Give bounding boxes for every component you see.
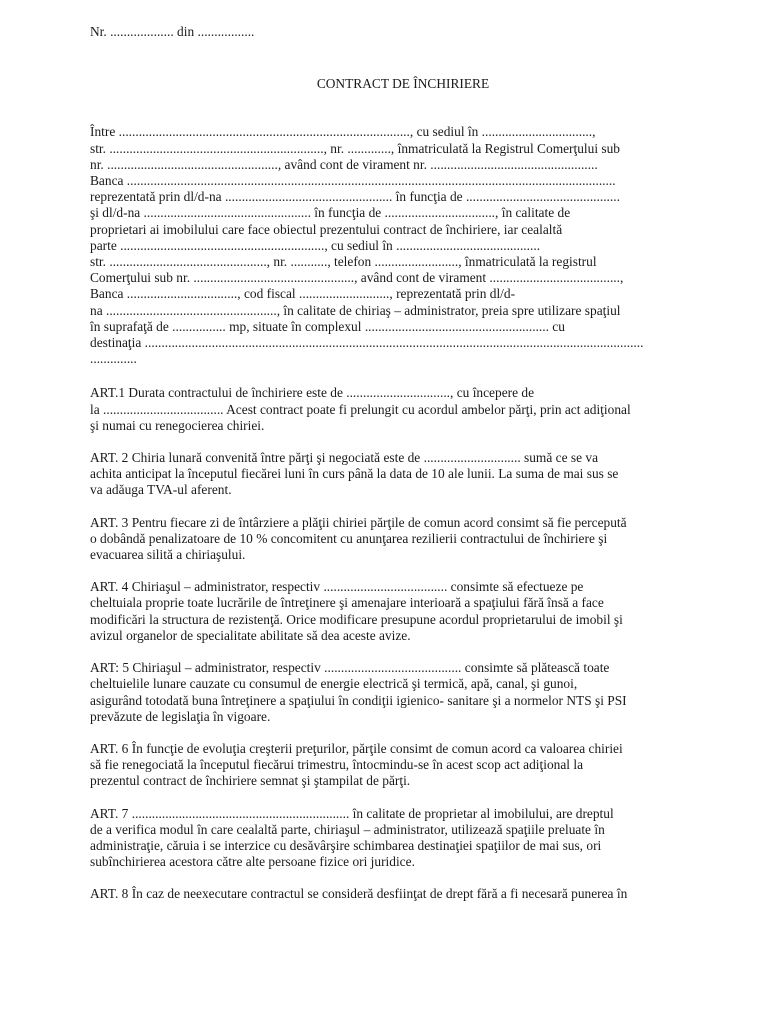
article-line: va adăuga TVA-ul aferent. — [90, 482, 232, 498]
parties-line: reprezentată prin dl/d-na .................................................. în funcţia de .............................................. — [90, 189, 620, 205]
article-line: ART. 7 ................................................................. în calitate de proprietar al imobilului, are dreptul — [90, 805, 614, 821]
parties-line: Banca ................................., cod fiscal ..........................., reprezentată prin dl/d- — [90, 286, 516, 302]
articles-section — [90, 385, 716, 902]
article-line: ART. 2 Chiria lunară convenită între părţi şi negociată este de ............................. sumă ce se va — [90, 450, 599, 466]
parties-paragraph — [90, 124, 716, 367]
article-line: la .................................... Acest contract poate fi prelungit cu acordul ambelor părţi, prin act adiţional — [90, 401, 631, 417]
article-line: modificări la structura de rezistenţă. Orice modificare presupune acordul proprietarului de imobil şi — [90, 611, 623, 627]
parties-line: Banca .................................................................................................................................................. — [90, 173, 616, 189]
article-2 — [90, 450, 716, 499]
article-line: ART. 6 În funcţie de evoluţia creşterii preţurilor, părţile consimt de comun acord ca valoarea chiriei — [90, 740, 623, 756]
parties-line: în suprafaţă de ................ mp, situate în complexul ....................................................... cu — [90, 318, 565, 334]
article-line: prevăzute de legislaţia în vigoare. — [90, 708, 271, 724]
article-line: ART. 4 Chiriaşul – administrator, respectiv ..................................... consimte să efectueze pe — [90, 579, 584, 595]
article-line: administraţie, căruia i se interzice cu desăvârşire schimbarea destinaţiei spaţiilor de mai sus, ori — [90, 837, 602, 853]
parties-line: proprietari ai imobilului care face obiectul prezentului contract de închiriere, iar cealaltă — [90, 221, 563, 237]
article-line: şi numai cu renegocierea chiriei. — [90, 417, 265, 433]
article-line: să fie renegociată la începutul fiecărui trimestru, întocmindu-se în acest scop act adiţional la — [90, 757, 584, 773]
article-4 — [90, 579, 716, 644]
article-line: o dobândă penalizatoare de 10 % concomitent cu anunţarea rezilierii contractului de închiriere şi — [90, 530, 608, 546]
parties-line: str. ................................................................, nr. ............., înmatriculată la Registrul Comerţului sub — [90, 140, 621, 156]
article-6 — [90, 741, 716, 790]
article-line: evacuarea silită a chiriaşului. — [90, 547, 246, 563]
parties-line: na ..................................................., în calitate de chiriaş – administrator, preia spre utilizare spaţiul — [90, 302, 621, 318]
article-line: prezentul contract de închiriere semnat şi ştampilat de părţi. — [90, 773, 411, 789]
article-7 — [90, 806, 716, 871]
contract-title: CONTRACT DE ÎNCHIRIERE — [316, 76, 490, 92]
document-number-line: Nr. ................... din ................. — [90, 24, 255, 39]
article-line: asigurând totodată buna întreţinere a spaţiului în condiţii igienico- sanitare şi a normelor NTS şi PSI — [90, 692, 627, 708]
article-line: subînchirierea acestora către alte persoane fizice ori juridice. — [90, 854, 415, 870]
parties-line: destinaţia ..................................................................................................................................................... — [90, 335, 644, 351]
parties-line: parte ............................................................., cu sediul în ........................................... — [90, 237, 541, 253]
article-line: cheltuielile lunare cauzate cu consumul de energie electrică şi termică, apă, canal, şi gunoi, — [90, 676, 578, 692]
parties-line: .............. — [90, 351, 137, 367]
parties-line: nr. ..................................................., având cont de virament nr. .................................................. — [90, 156, 598, 172]
article-line: ART.1 Durata contractului de închiriere este de ..............................., cu începere de — [90, 385, 535, 401]
article-line: ART: 5 Chiriaşul – administrator, respectiv ......................................... consimte să plătească toate — [90, 660, 610, 676]
article-line: de a verifica modul în care cealaltă parte, chiriaşul – administrator, utilizează spaţiile preluate în — [90, 821, 605, 837]
article-line: achita anticipat la începutul fiecărei luni în curs până la data de 10 ale lunii. La suma de mai sus se — [90, 466, 619, 482]
parties-line: Între ......................................................................................., cu sediul în ................................., — [90, 124, 596, 140]
article-8 — [90, 886, 716, 902]
article-5 — [90, 660, 716, 725]
parties-line: şi dl/d-na .................................................. în funcţia de ................................., în calitate de — [90, 205, 571, 221]
parties-line: str. ..............................................., nr. ..........., telefon ........................., înmatriculată la registrul — [90, 254, 597, 270]
article-line: cheltuiala proprie toate lucrările de întreţinere şi amenajare interioară a spaţiului fără însă a face — [90, 595, 604, 611]
article-1 — [90, 385, 716, 434]
article-line: avizul organelor de specialitate abilitate să dea aceste avize. — [90, 627, 411, 643]
article-3 — [90, 515, 716, 564]
parties-line: Comerţului sub nr. ................................................, având cont de virament ......................................., — [90, 270, 624, 286]
article-line: ART. 3 Pentru fiecare zi de întârziere a plăţii chiriei părţile de comun acord consimt să fie percepută — [90, 514, 627, 530]
contract-page — [90, 24, 716, 903]
article-line: ART. 8 În caz de neexecutare contractul se consideră desfiinţat de drept fără a fi necesară punerea în — [90, 886, 628, 902]
